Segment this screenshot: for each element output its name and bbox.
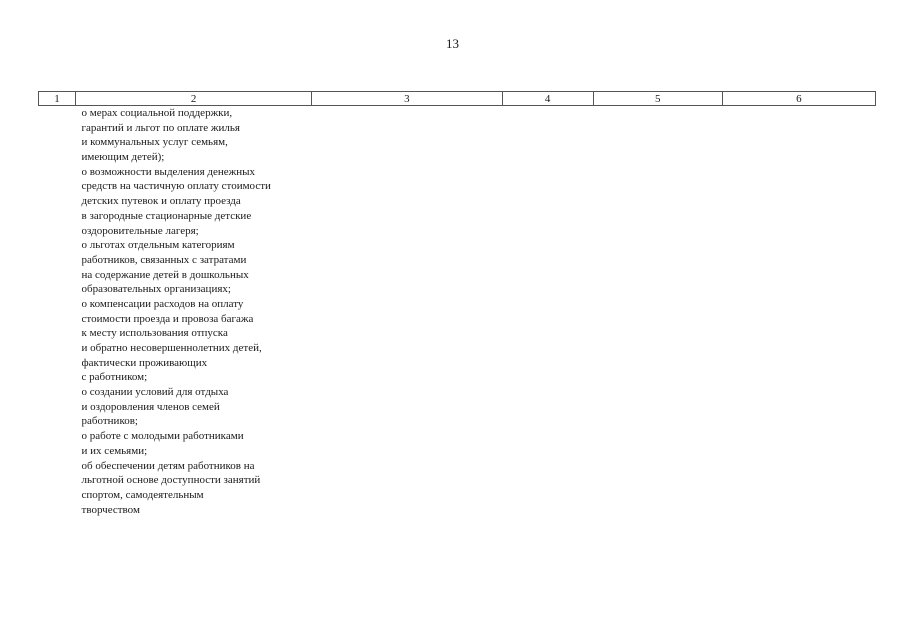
page-number: 13 bbox=[446, 36, 459, 51]
cell-col-4 bbox=[502, 106, 593, 518]
text-line: о работе с молодыми работниками bbox=[81, 430, 244, 443]
text-line: и их семьями; bbox=[81, 444, 148, 457]
column-header-1: 1 bbox=[39, 92, 76, 106]
column-number-row bbox=[39, 92, 876, 106]
text-line: творчеством bbox=[81, 503, 140, 516]
cell-col-6 bbox=[722, 106, 875, 518]
text-line: детских путевок и оплату проезда bbox=[81, 195, 241, 208]
cell-col-1 bbox=[39, 106, 76, 518]
table-row bbox=[39, 106, 876, 518]
text-line: стоимости проезда и провоза багажа bbox=[81, 312, 254, 325]
text-line: о льготах отдельным категориям bbox=[81, 239, 235, 252]
text-line: с работником; bbox=[81, 371, 148, 384]
text-line: об обеспечении детям работников на bbox=[81, 459, 255, 472]
text-line: на содержание детей в дошкольных bbox=[81, 268, 249, 281]
text-line: имеющим детей); bbox=[81, 151, 165, 164]
column-header-3: 3 bbox=[312, 92, 502, 106]
column-header-4: 4 bbox=[502, 92, 593, 106]
column-header-2: 2 bbox=[76, 92, 312, 106]
text-line: о возможности выделения денежных bbox=[81, 165, 256, 178]
cell-col-3 bbox=[312, 106, 502, 518]
text-line: в загородные стационарные детские bbox=[81, 209, 252, 222]
document-table bbox=[38, 91, 876, 517]
text-line: о компенсации расходов на оплату bbox=[81, 297, 244, 310]
text-line: и оздоровления членов семей bbox=[81, 400, 220, 413]
text-line: фактически проживающих bbox=[81, 356, 208, 369]
text-line: гарантий и льгот по оплате жилья bbox=[81, 121, 240, 134]
text-line: работников, связанных с затратами bbox=[81, 253, 247, 266]
text-line: оздоровительные лагеря; bbox=[81, 224, 199, 237]
cell-text-block bbox=[76, 106, 312, 517]
text-line: о создании условий для отдыха bbox=[81, 386, 229, 399]
cell-col-2 bbox=[76, 106, 312, 518]
text-line: и обратно несовершеннолетних детей, bbox=[81, 342, 262, 354]
text-line: образовательных организациях; bbox=[81, 283, 231, 296]
text-line: о мерах социальной поддержки, bbox=[81, 107, 233, 119]
text-line: к месту использования отпуска bbox=[81, 327, 228, 340]
column-header-6: 6 bbox=[722, 92, 875, 106]
text-line: и коммунальных услуг семьям, bbox=[81, 136, 228, 149]
text-line: средств на частичную оплату стоимости bbox=[81, 180, 271, 193]
text-line: льготной основе доступности занятий bbox=[81, 474, 261, 487]
cell-col-5 bbox=[593, 106, 722, 518]
column-header-5: 5 bbox=[593, 92, 722, 106]
text-line: спортом, самодеятельным bbox=[81, 488, 204, 501]
text-line: работников; bbox=[81, 415, 138, 428]
